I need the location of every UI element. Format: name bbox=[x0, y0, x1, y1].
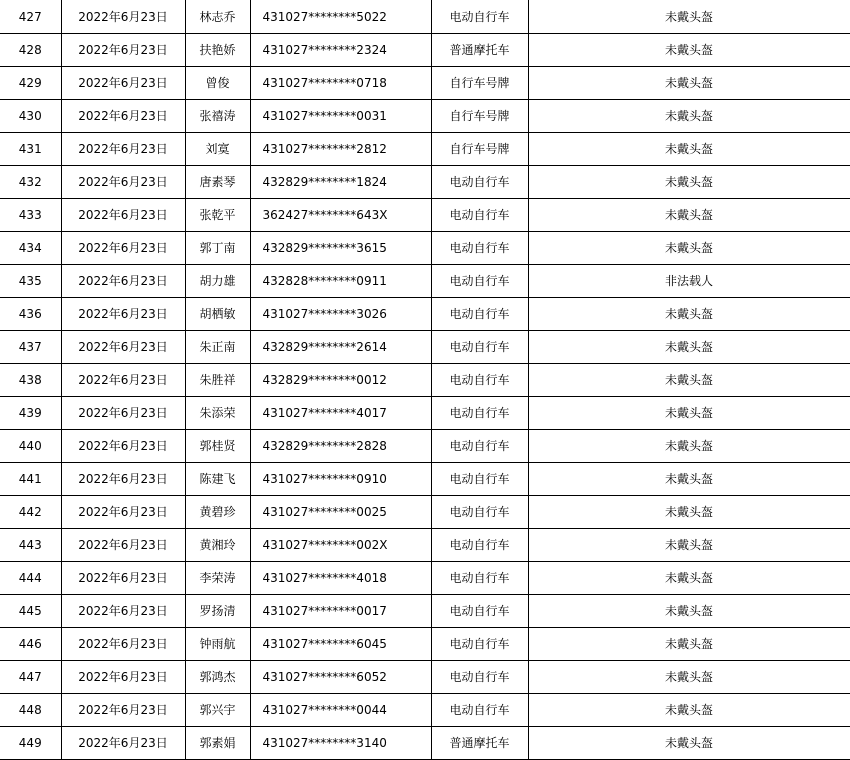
cell-no: 442 bbox=[0, 496, 61, 529]
cell-id-number: 431027********0910 bbox=[250, 463, 431, 496]
cell-vehicle-type: 电动自行车 bbox=[431, 298, 528, 331]
cell-vehicle-type: 电动自行车 bbox=[431, 232, 528, 265]
table-row bbox=[0, 232, 850, 265]
cell-date: 2022年6月23日 bbox=[61, 496, 185, 529]
cell-name: 朱添荣 bbox=[185, 397, 250, 430]
table-row bbox=[0, 397, 850, 430]
cell-violation: 非法载人 bbox=[528, 265, 850, 298]
cell-no: 440 bbox=[0, 430, 61, 463]
table-row bbox=[0, 0, 850, 34]
cell-no: 444 bbox=[0, 562, 61, 595]
cell-date: 2022年6月23日 bbox=[61, 67, 185, 100]
cell-no: 436 bbox=[0, 298, 61, 331]
cell-vehicle-type: 电动自行车 bbox=[431, 496, 528, 529]
cell-violation: 未戴头盔 bbox=[528, 628, 850, 661]
cell-id-number: 431027********3026 bbox=[250, 298, 431, 331]
cell-violation: 未戴头盔 bbox=[528, 397, 850, 430]
cell-id-number: 431027********6052 bbox=[250, 661, 431, 694]
cell-date: 2022年6月23日 bbox=[61, 397, 185, 430]
cell-date: 2022年6月23日 bbox=[61, 166, 185, 199]
cell-name: 郭兴宇 bbox=[185, 694, 250, 727]
table-row bbox=[0, 133, 850, 166]
cell-date: 2022年6月23日 bbox=[61, 100, 185, 133]
table-row bbox=[0, 100, 850, 133]
cell-id-number: 431027********0031 bbox=[250, 100, 431, 133]
cell-date: 2022年6月23日 bbox=[61, 232, 185, 265]
cell-vehicle-type: 电动自行车 bbox=[431, 463, 528, 496]
cell-no: 433 bbox=[0, 199, 61, 232]
cell-date: 2022年6月23日 bbox=[61, 562, 185, 595]
cell-id-number: 431027********3140 bbox=[250, 727, 431, 760]
cell-date: 2022年6月23日 bbox=[61, 463, 185, 496]
table-row bbox=[0, 463, 850, 496]
cell-date: 2022年6月23日 bbox=[61, 430, 185, 463]
table-row bbox=[0, 265, 850, 298]
cell-vehicle-type: 普通摩托车 bbox=[431, 727, 528, 760]
cell-id-number: 431027********6045 bbox=[250, 628, 431, 661]
cell-vehicle-type: 电动自行车 bbox=[431, 166, 528, 199]
cell-name: 朱胜祥 bbox=[185, 364, 250, 397]
table-row bbox=[0, 364, 850, 397]
cell-vehicle-type: 电动自行车 bbox=[431, 661, 528, 694]
table-row bbox=[0, 529, 850, 562]
cell-date: 2022年6月23日 bbox=[61, 199, 185, 232]
cell-no: 429 bbox=[0, 67, 61, 100]
table-row bbox=[0, 661, 850, 694]
cell-date: 2022年6月23日 bbox=[61, 727, 185, 760]
cell-date: 2022年6月23日 bbox=[61, 529, 185, 562]
cell-name: 唐素琴 bbox=[185, 166, 250, 199]
cell-name: 黄湘玲 bbox=[185, 529, 250, 562]
cell-date: 2022年6月23日 bbox=[61, 364, 185, 397]
cell-violation: 未戴头盔 bbox=[528, 0, 850, 34]
cell-no: 446 bbox=[0, 628, 61, 661]
cell-violation: 未戴头盔 bbox=[528, 67, 850, 100]
table-row bbox=[0, 694, 850, 727]
table-row bbox=[0, 496, 850, 529]
cell-id-number: 362427********643X bbox=[250, 199, 431, 232]
cell-no: 430 bbox=[0, 100, 61, 133]
cell-name: 郭鸿杰 bbox=[185, 661, 250, 694]
cell-violation: 未戴头盔 bbox=[528, 133, 850, 166]
table-row bbox=[0, 595, 850, 628]
cell-id-number: 432829********2614 bbox=[250, 331, 431, 364]
cell-violation: 未戴头盔 bbox=[528, 364, 850, 397]
cell-no: 447 bbox=[0, 661, 61, 694]
cell-vehicle-type: 电动自行车 bbox=[431, 397, 528, 430]
cell-no: 443 bbox=[0, 529, 61, 562]
cell-violation: 未戴头盔 bbox=[528, 100, 850, 133]
cell-no: 448 bbox=[0, 694, 61, 727]
table-row bbox=[0, 166, 850, 199]
cell-vehicle-type: 自行车号牌 bbox=[431, 133, 528, 166]
cell-date: 2022年6月23日 bbox=[61, 0, 185, 34]
cell-violation: 未戴头盔 bbox=[528, 562, 850, 595]
cell-name: 扶艳娇 bbox=[185, 34, 250, 67]
table-row bbox=[0, 562, 850, 595]
table-row bbox=[0, 34, 850, 67]
table-row bbox=[0, 67, 850, 100]
cell-date: 2022年6月23日 bbox=[61, 265, 185, 298]
cell-name: 朱正南 bbox=[185, 331, 250, 364]
cell-vehicle-type: 普通摩托车 bbox=[431, 34, 528, 67]
cell-name: 郭素娟 bbox=[185, 727, 250, 760]
cell-name: 陈建飞 bbox=[185, 463, 250, 496]
cell-violation: 未戴头盔 bbox=[528, 694, 850, 727]
cell-date: 2022年6月23日 bbox=[61, 694, 185, 727]
cell-vehicle-type: 自行车号牌 bbox=[431, 100, 528, 133]
table-row bbox=[0, 727, 850, 760]
cell-vehicle-type: 电动自行车 bbox=[431, 694, 528, 727]
cell-id-number: 432829********3615 bbox=[250, 232, 431, 265]
table-row bbox=[0, 298, 850, 331]
cell-vehicle-type: 电动自行车 bbox=[431, 265, 528, 298]
cell-violation: 未戴头盔 bbox=[528, 298, 850, 331]
cell-id-number: 431027********002X bbox=[250, 529, 431, 562]
table-row bbox=[0, 199, 850, 232]
cell-vehicle-type: 电动自行车 bbox=[431, 430, 528, 463]
cell-name: 郭桂贤 bbox=[185, 430, 250, 463]
cell-vehicle-type: 电动自行车 bbox=[431, 562, 528, 595]
cell-name: 李荣涛 bbox=[185, 562, 250, 595]
cell-no: 432 bbox=[0, 166, 61, 199]
cell-violation: 未戴头盔 bbox=[528, 199, 850, 232]
cell-id-number: 431027********0017 bbox=[250, 595, 431, 628]
table-row bbox=[0, 331, 850, 364]
cell-name: 黄碧珍 bbox=[185, 496, 250, 529]
cell-no: 435 bbox=[0, 265, 61, 298]
cell-name: 刘寞 bbox=[185, 133, 250, 166]
cell-name: 郭丁南 bbox=[185, 232, 250, 265]
cell-vehicle-type: 电动自行车 bbox=[431, 199, 528, 232]
cell-violation: 未戴头盔 bbox=[528, 496, 850, 529]
cell-no: 449 bbox=[0, 727, 61, 760]
table-row bbox=[0, 430, 850, 463]
cell-vehicle-type: 电动自行车 bbox=[431, 331, 528, 364]
cell-no: 431 bbox=[0, 133, 61, 166]
cell-id-number: 431027********4017 bbox=[250, 397, 431, 430]
cell-vehicle-type: 电动自行车 bbox=[431, 595, 528, 628]
cell-violation: 未戴头盔 bbox=[528, 34, 850, 67]
cell-vehicle-type: 电动自行车 bbox=[431, 628, 528, 661]
cell-id-number: 431027********0025 bbox=[250, 496, 431, 529]
cell-name: 胡力雄 bbox=[185, 265, 250, 298]
cell-no: 445 bbox=[0, 595, 61, 628]
cell-violation: 未戴头盔 bbox=[528, 595, 850, 628]
cell-id-number: 432828********0911 bbox=[250, 265, 431, 298]
cell-id-number: 431027********2324 bbox=[250, 34, 431, 67]
cell-name: 曾俊 bbox=[185, 67, 250, 100]
cell-name: 张禧涛 bbox=[185, 100, 250, 133]
cell-no: 427 bbox=[0, 0, 61, 34]
cell-date: 2022年6月23日 bbox=[61, 628, 185, 661]
cell-date: 2022年6月23日 bbox=[61, 34, 185, 67]
cell-no: 441 bbox=[0, 463, 61, 496]
cell-violation: 未戴头盔 bbox=[528, 529, 850, 562]
cell-vehicle-type: 电动自行车 bbox=[431, 364, 528, 397]
cell-id-number: 431027********2812 bbox=[250, 133, 431, 166]
cell-date: 2022年6月23日 bbox=[61, 133, 185, 166]
cell-violation: 未戴头盔 bbox=[528, 166, 850, 199]
cell-violation: 未戴头盔 bbox=[528, 331, 850, 364]
cell-id-number: 431027********5022 bbox=[250, 0, 431, 34]
cell-name: 张乾平 bbox=[185, 199, 250, 232]
cell-id-number: 432829********1824 bbox=[250, 166, 431, 199]
cell-date: 2022年6月23日 bbox=[61, 331, 185, 364]
cell-date: 2022年6月23日 bbox=[61, 661, 185, 694]
cell-name: 罗扬清 bbox=[185, 595, 250, 628]
cell-name: 胡栖敏 bbox=[185, 298, 250, 331]
cell-violation: 未戴头盔 bbox=[528, 661, 850, 694]
cell-no: 428 bbox=[0, 34, 61, 67]
cell-name: 林志乔 bbox=[185, 0, 250, 34]
cell-name: 钟雨航 bbox=[185, 628, 250, 661]
cell-vehicle-type: 电动自行车 bbox=[431, 0, 528, 34]
cell-no: 434 bbox=[0, 232, 61, 265]
cell-date: 2022年6月23日 bbox=[61, 595, 185, 628]
cell-violation: 未戴头盔 bbox=[528, 727, 850, 760]
cell-no: 439 bbox=[0, 397, 61, 430]
cell-date: 2022年6月23日 bbox=[61, 298, 185, 331]
cell-violation: 未戴头盔 bbox=[528, 430, 850, 463]
cell-vehicle-type: 自行车号牌 bbox=[431, 67, 528, 100]
cell-vehicle-type: 电动自行车 bbox=[431, 529, 528, 562]
cell-id-number: 431027********0718 bbox=[250, 67, 431, 100]
cell-id-number: 432829********0012 bbox=[250, 364, 431, 397]
cell-id-number: 431027********0044 bbox=[250, 694, 431, 727]
cell-id-number: 431027********4018 bbox=[250, 562, 431, 595]
cell-no: 438 bbox=[0, 364, 61, 397]
cell-violation: 未戴头盔 bbox=[528, 463, 850, 496]
cell-violation: 未戴头盔 bbox=[528, 232, 850, 265]
cell-id-number: 432829********2828 bbox=[250, 430, 431, 463]
cell-no: 437 bbox=[0, 331, 61, 364]
table-row bbox=[0, 628, 850, 661]
